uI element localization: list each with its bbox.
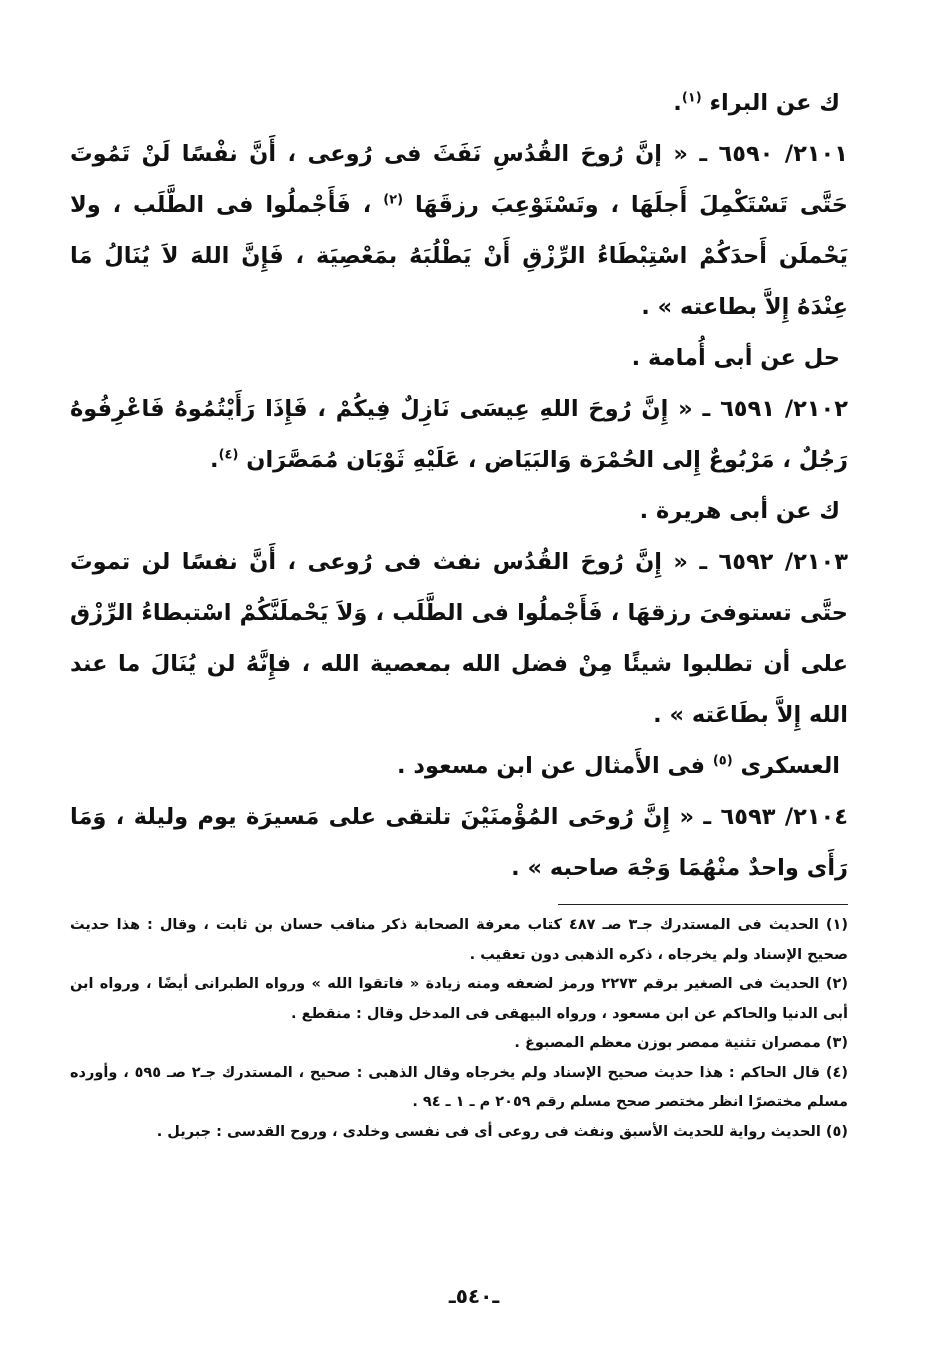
footnote-ref[interactable]: (٢) (383, 192, 404, 208)
source-line (70, 741, 848, 792)
page-number: ـ٥٤٠ـ (448, 1284, 500, 1308)
hadith-text-continued: . (210, 447, 219, 473)
source-text: حل عن أبى أُمامة . (631, 345, 840, 371)
footnote: (٤) قال الحاكم : هذا حديث صحيح الإسناد ولم يخرجاه وقال الذهبى : صحيح ، المستدرك جـ٢ صـ ٥٩٥ ، وأورده مسلم مختصرًا انظر مختصر صحح مسلم رقم ٢٠٥٩ م ـ ١ ـ ٩٤ . (70, 1064, 848, 1110)
footnote: (٣) ممصران تثنية ممصر بوزن معظم المصبوغ . (514, 1035, 848, 1051)
footnote: (١) الحديث فى المستدرك جـ٣ صـ ٤٨٧ كتاب معرفة الصحابة ذكر مناقب حسان بن ثابت ، وقال : هذا حديث صحيح الإسناد ولم يخرجاه ، ذكره الذهبى دون تعقيب . (70, 917, 848, 963)
footnote-ref[interactable]: (٥) (712, 753, 733, 769)
source-text: ك عن البراء (709, 90, 840, 116)
footnotes (70, 911, 848, 1147)
page-body (70, 78, 848, 1147)
hadith-text: ٢١٠٣/ ٦٥٩٢ ـ « إِنَّ رُوحَ القُدُس نفث فى رُوعى ، أَنَّ نفسًا لن تموتَ حتَّى تستوفىَ رزقهَا ، فَأَجْملُوا فى الطَّلَب ، وَلاَ يَحْملَنَّكُمْ اسْتبطاءُ الرِّزْق على أن تطلبوا شيئًا مِنْ فضل الله بمعصية الله ، فإِنَّهُ لن يُنَالَ ما عند الله إِلاَّ بطَاعَته » . (70, 549, 848, 728)
hadith-paragraph (70, 537, 848, 741)
hadith-text: ٢١٠١/ ٦٥٩٠ ـ « إنَّ رُوحَ القُدُسِ نَفَثَ فى رُوعى ، أَنَّ نفْسًا لَنْ تَمُوتَ حَتَّى تَسْتَكْمِلَ أَجلَهَا ، وتَسْتَوْعِبَ رزقَهَا (70, 141, 848, 218)
source-text: العسكرى (740, 753, 840, 779)
hadith-paragraph (70, 792, 848, 894)
footnote-ref[interactable]: (٤) (218, 447, 239, 463)
footnote: (٥) الحديث رواية للحديث الأسبق ونفث فى روعى أى فى نفسى وخلدى ، وروح القدسى : جبريل . (156, 1123, 848, 1140)
hadith-paragraph (70, 384, 848, 486)
footnote-divider (558, 904, 848, 905)
source-line (70, 333, 848, 384)
footnote: (٢) الحديث فى الصغير برقم ٢٢٧٣ ورمز لضعفه ومنه زيادة « فاتقوا الله » ورواه الطبرانى أيضًا ، ورواه ابن أبى الدنيا والحاكم عن ابن مسعود ، ورواه البيهقى فى المدخل وقال : منقطع . (70, 976, 848, 1022)
main-text (70, 78, 848, 894)
source-line (70, 78, 848, 129)
source-tail: فى الأَمثال عن ابن مسعود . (397, 753, 705, 779)
hadith-paragraph (70, 129, 848, 333)
source-line (70, 486, 848, 537)
hadith-text: ٢١٠٤/ ٦٥٩٣ ـ « إِنَّ رُوحَى المُؤْمنَيْنَ تلتقى على مَسيرَة يوم وليلة ، وَمَا رَأَى واحدٌ منْهُمَا وَجْهَ صاحبه » . (70, 804, 848, 881)
source-text: ك عن أبى هريرة . (639, 498, 840, 524)
footnote-ref[interactable]: (١) (681, 90, 702, 106)
hadith-text-continued: ، فَأَجْملُوا فى الطَّلَب ، ولا يَحْملَن أَحدَكُمْ اسْتِبْطَاءُ الرِّزْقِ أَنْ يَطْلُبَهُ بمَعْصِيَة ، فَإِنَّ اللهَ لاَ يُنَالُ مَا عِنْدَهُ إِلاَّ بطاعته » . (70, 192, 848, 320)
source-tail: . (673, 90, 682, 116)
hadith-text: ٢١٠٢/ ٦٥٩١ ـ « إِنَّ رُوحَ اللهِ عِيسَى نَازِلٌ فِيكُمْ ، فَإِذَا رَأَيْتُمُوهُ فَاعْرِفُوهُ رَجُلٌ ، مَرْبُوعٌ إِلى الحُمْرَة وَالبَيَاض ، عَلَيْهِ ثَوْبَان مُمَصَّرَان (70, 396, 848, 473)
